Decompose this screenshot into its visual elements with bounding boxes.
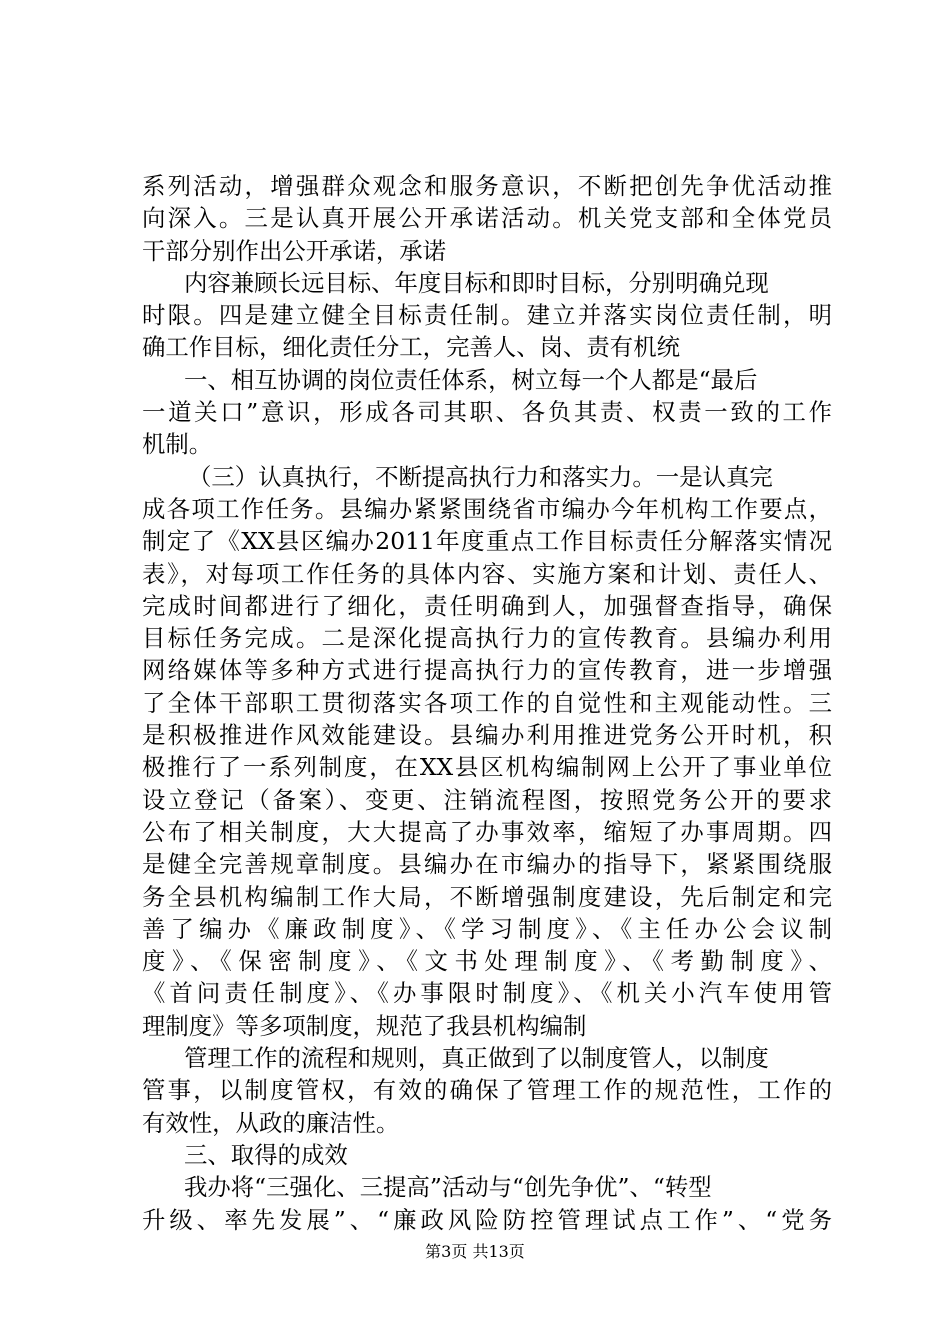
text-line: 机制。 <box>142 430 213 459</box>
text-line: 时限。四是建立健全目标责任制。建立并落实岗位责任制，明 <box>142 301 832 330</box>
text-line: 是积极推进作风效能建设。县编办利用推进党务公开时机，积 <box>142 721 832 750</box>
text-line: 了全体干部职工贯彻落实各项工作的自觉性和主观能动性。三 <box>142 688 832 717</box>
text-line: 度》、《保密制度》、《文书处理制度》、《考勤制度》、 <box>142 947 832 976</box>
text-line: 极推行了一系列制度，在XX县区机构编制网上公开了事业单位 <box>142 753 832 782</box>
text-line: 成各项工作任务。县编办紧紧围绕省市编办今年机构工作要点， <box>142 494 832 523</box>
text-line: 干部分别作出公开承诺，承诺 <box>142 236 447 265</box>
text-line: 一、相互协调的岗位责任体系，树立每一个人都是“最后 <box>184 365 758 394</box>
text-line: 完成时间都进行了细化，责任明确到人，加强督查指导，确保 <box>142 591 832 620</box>
text-line: 《首问责任制度》、《办事限时制度》、《机关小汽车使用管 <box>142 979 832 1008</box>
text-line: 确工作目标，细化责任分工，完善人、岗、责有机统 <box>142 333 680 362</box>
text-line: 是健全完善规章制度。县编办在市编办的指导下，紧紧围绕服 <box>142 850 832 879</box>
text-line: 有效性，从政的廉洁性。 <box>142 1108 400 1137</box>
text-line: 内容兼顾长远目标、年度目标和即时目标，分别明确兑现 <box>184 268 769 297</box>
text-line: 系列活动，增强群众观念和服务意识，不断把创先争优活动推 <box>142 172 832 200</box>
text-line: 务全县机构编制工作大局，不断增强制度建设，先后制定和完 <box>142 882 832 911</box>
text-line: 表》，对每项工作任务的具体内容、实施方案和计划、责任人、 <box>142 559 832 588</box>
page-footer: 第3页 共13页 <box>425 1242 525 1261</box>
text-line: 我办将“三强化、三提高”活动与“创先争优”、“转型 <box>184 1173 712 1202</box>
text-line: 管事，以制度管权，有效的确保了管理工作的规范性，工作的 <box>142 1076 832 1105</box>
text-line: 网络媒体等多种方式进行提高执行力的宣传教育，进一步增强 <box>142 656 832 685</box>
document-body <box>142 170 832 1236</box>
text-line: 管理工作的流程和规则，真正做到了以制度管人，以制度 <box>184 1044 769 1073</box>
text-line: （三）认真执行，不断提高执行力和落实力。一是认真完 <box>188 462 773 491</box>
text-line: 目标任务完成。二是深化提高执行力的宣传教育。县编办利用 <box>142 624 832 653</box>
text-line: 公布了相关制度，大大提高了办事效率，缩短了办事周期。四 <box>142 817 832 846</box>
text-line: 升级、率先发展”、“廉政风险防控管理试点工作”、“党务 <box>142 1205 832 1234</box>
text-line: 善了编办《廉政制度》、《学习制度》、《主任办公会议制 <box>142 914 832 943</box>
text-line: 向深入。三是认真开展公开承诺活动。机关党支部和全体党员 <box>142 204 832 233</box>
text-line: 一道关口”意识，形成各司其职、各负其责、权责一致的工作 <box>142 398 832 427</box>
text-line: 制定了《XX县区编办2011年度重点工作目标责任分解落实情况 <box>142 527 832 556</box>
text-line: 设立登记（备案）、变更、注销流程图，按照党务公开的要求 <box>142 785 832 814</box>
text-line: 理制度》等多项制度，规范了我县机构编制 <box>142 1011 587 1040</box>
text-line: 三、取得的成效 <box>184 1140 348 1169</box>
